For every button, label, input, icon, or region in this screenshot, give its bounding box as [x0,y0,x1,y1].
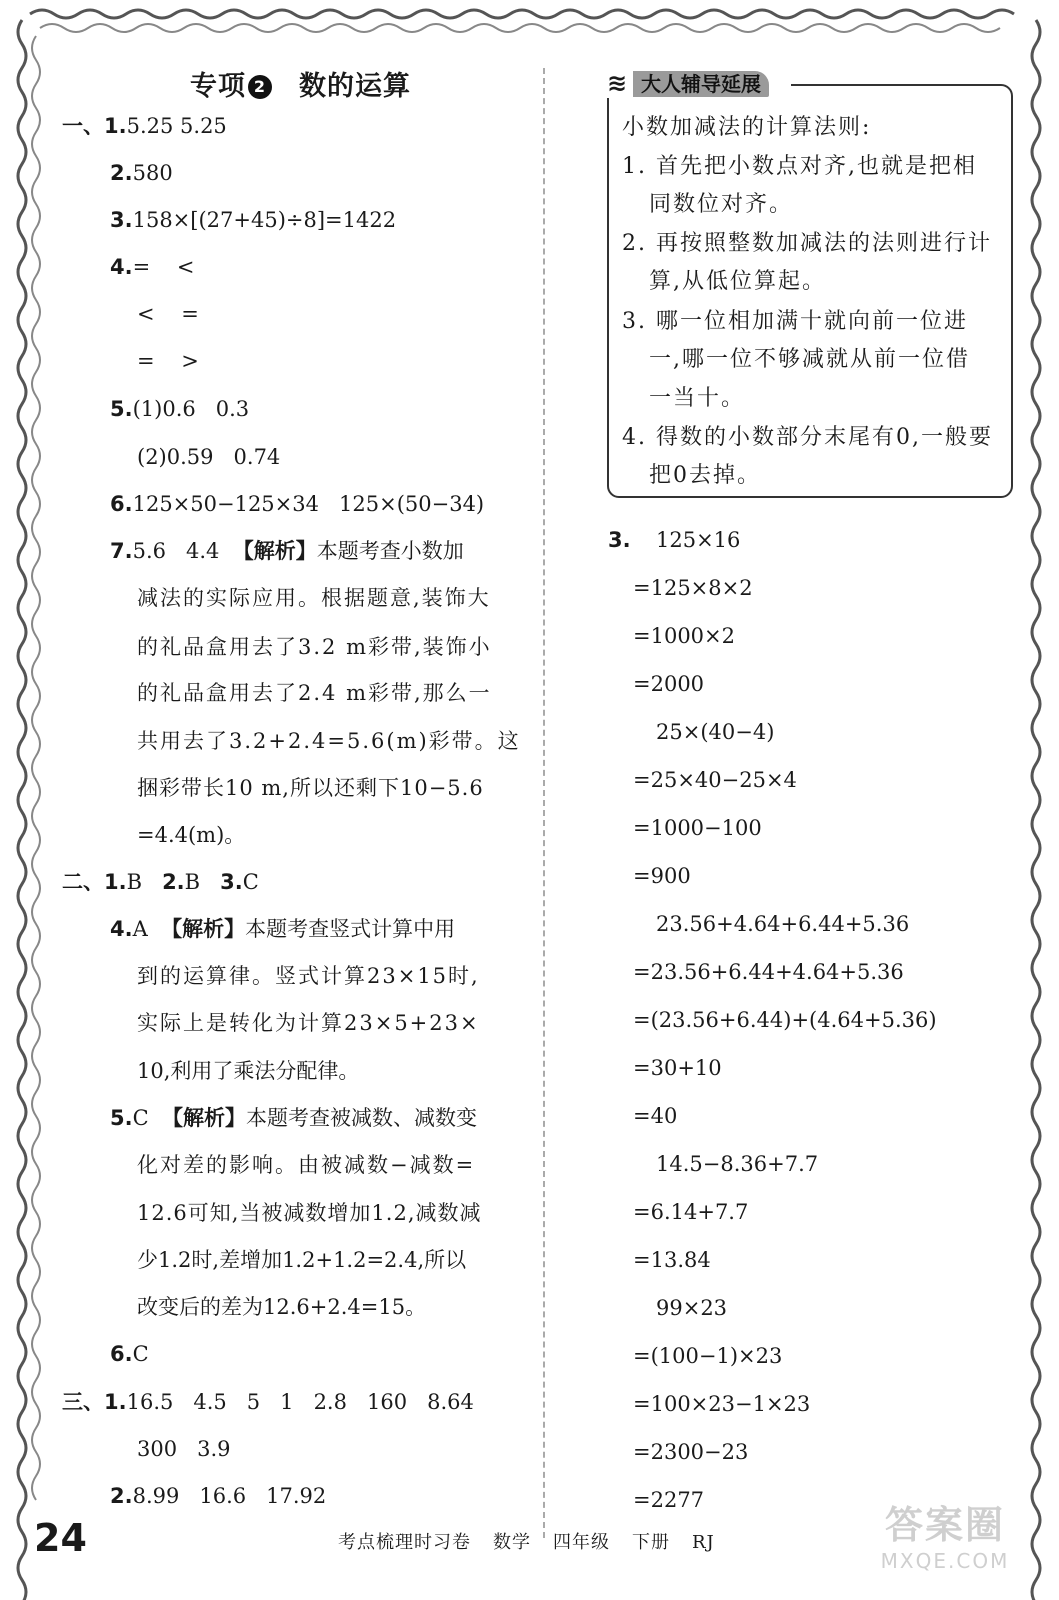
answer-line: 化对差的影响。由被减数−减数= [137,1153,476,1177]
calc-line: =100×23−1×23 [633,1392,811,1416]
answer-line: 共用去了3.2+2.4=5.6(m)彩带。这 [137,729,521,753]
answer-line: 实际上是转化为计算23×5+23× [137,1011,480,1035]
calc-line: =1000−100 [633,816,762,840]
answer-line: 4.= < [110,255,195,279]
calc-line: =23.56+6.44+4.64+5.36 [633,960,904,984]
answer-line: 捆彩带长10 m,所以还剩下10−5.6 [137,776,484,800]
page-title [190,64,411,103]
footer-subject: 数学 [493,1532,531,1553]
calc-line: =13.84 [633,1248,711,1272]
answer-line: 2.580 [110,161,173,185]
answer-line: 减法的实际应用。根据题意,装饰大 [137,586,491,610]
answer-line: =4.4(m)。 [137,823,246,847]
box-line: 算,从低位算起。 [622,269,826,294]
footer-info [338,1528,737,1554]
calc-line: 14.5−8.36+7.7 [656,1152,819,1176]
calc-line: =1000×2 [633,624,735,648]
answer-line: 12.6可知,当被减数增加1.2,减数减 [137,1201,482,1225]
calc-line: =(23.56+6.44)+(4.64+5.36) [633,1008,937,1032]
right-wavy-border [1032,20,1040,1600]
answer-line: 少1.2时,差增加1.2+1.2=2.4,所以 [137,1248,467,1272]
watermark-url: MXQE.COM [880,1549,1010,1573]
answer-line: 5.C 【解析】本题考查被减数、减数变 [110,1106,478,1130]
calc-line: 3. 125×16 [608,528,741,552]
page-number: 24 [34,1516,87,1560]
calc-line: =(100−1)×23 [633,1344,783,1368]
box-line: 2. 再按照整数加减法的法则进行计 [622,231,992,256]
tutoring-box-title: 大人辅导延展 [633,71,769,97]
answer-line: 二、1.B 2.B 3.C [62,870,259,894]
footer-edition: RJ [692,1532,715,1553]
column-divider [543,68,545,1538]
answer-line: 的礼品盒用去了3.2 m彩带,装饰小 [137,635,492,659]
footer-grade: 四年级 [553,1532,610,1553]
answer-line: 到的运算律。竖式计算23×15时, [137,964,480,988]
analysis-tag: 【解析】 [162,1106,247,1130]
title-number-badge: 2 [248,75,272,99]
analysis-tag: 【解析】 [232,539,317,563]
answer-line: 6.125×50−125×34 125×(50−34) [110,492,485,516]
answer-line: 改变后的差为12.6+2.4=15。 [137,1295,427,1319]
calc-line: =2300−23 [633,1440,749,1464]
box-line: 1. 首先把小数点对齐,也就是把相 [622,154,977,179]
calc-line: 99×23 [656,1296,728,1320]
footer-book: 考点梳理时习卷 [338,1532,471,1553]
tutoring-box-header [607,68,791,98]
answer-line: 2.8.99 16.6 17.92 [110,1484,327,1508]
calc-line: =6.14+7.7 [633,1200,749,1224]
left-wavy-border-inner [32,36,40,1500]
calc-line: =125×8×2 [633,576,753,600]
answer-line: 7.5.6 4.4 【解析】本题考查小数加 [110,539,464,563]
left-wavy-border [18,20,26,1600]
calc-line: =25×40−25×4 [633,768,797,792]
box-line: 4. 得数的小数部分末尾有0,一般要 [622,425,993,450]
answer-line: 的礼品盒用去了2.4 m彩带,那么一 [137,681,492,705]
box-line: 把0去掉。 [622,463,761,488]
title-subtitle: 数的运算 [299,71,411,102]
top-wavy-border [30,10,1014,18]
answer-line: 4.A 【解析】本题考查竖式计算中用 [110,917,456,941]
box-line: 同数位对齐。 [622,192,793,217]
box-line: 3. 哪一位相加满十就向前一位进 [622,309,968,334]
calc-line: 25×(40−4) [656,720,775,744]
answer-line: 一、1.5.25 5.25 [62,114,227,138]
calc-line: =30+10 [633,1056,722,1080]
answer-line: < = [137,302,199,326]
answer-line: 5.(1)0.6 0.3 [110,397,250,421]
calc-line: 23.56+4.64+6.44+5.36 [656,912,910,936]
calc-line: =900 [633,864,691,888]
watermark [865,1494,1025,1573]
answer-line: (2)0.59 0.74 [137,445,281,469]
box-line: 一当十。 [622,386,745,411]
calc-line: =2000 [633,672,705,696]
top-wavy-border-inner [40,24,1000,32]
box-line: 小数加减法的计算法则: [622,115,872,140]
calc-line: =40 [633,1104,678,1128]
wave-icon: ≋ [607,69,628,97]
footer-volume: 下册 [632,1532,670,1553]
answer-line: 3.158×[(27+45)÷8]=1422 [110,208,397,232]
calc-line: =2277 [633,1488,705,1512]
title-label: 专项 [190,71,246,102]
watermark-main: 答案圈 [884,1503,1005,1547]
answer-line: 300 3.9 [137,1437,231,1461]
answer-line: 6.C [110,1342,149,1366]
analysis-tag: 【解析】 [161,917,246,941]
answer-line: 10,利用了乘法分配律。 [137,1059,360,1083]
box-line: 一,哪一位不够减就从前一位借 [622,347,970,372]
answer-line: 三、1.16.5 4.5 5 1 2.8 160 8.64 [62,1390,474,1414]
answer-line: = > [137,349,199,373]
